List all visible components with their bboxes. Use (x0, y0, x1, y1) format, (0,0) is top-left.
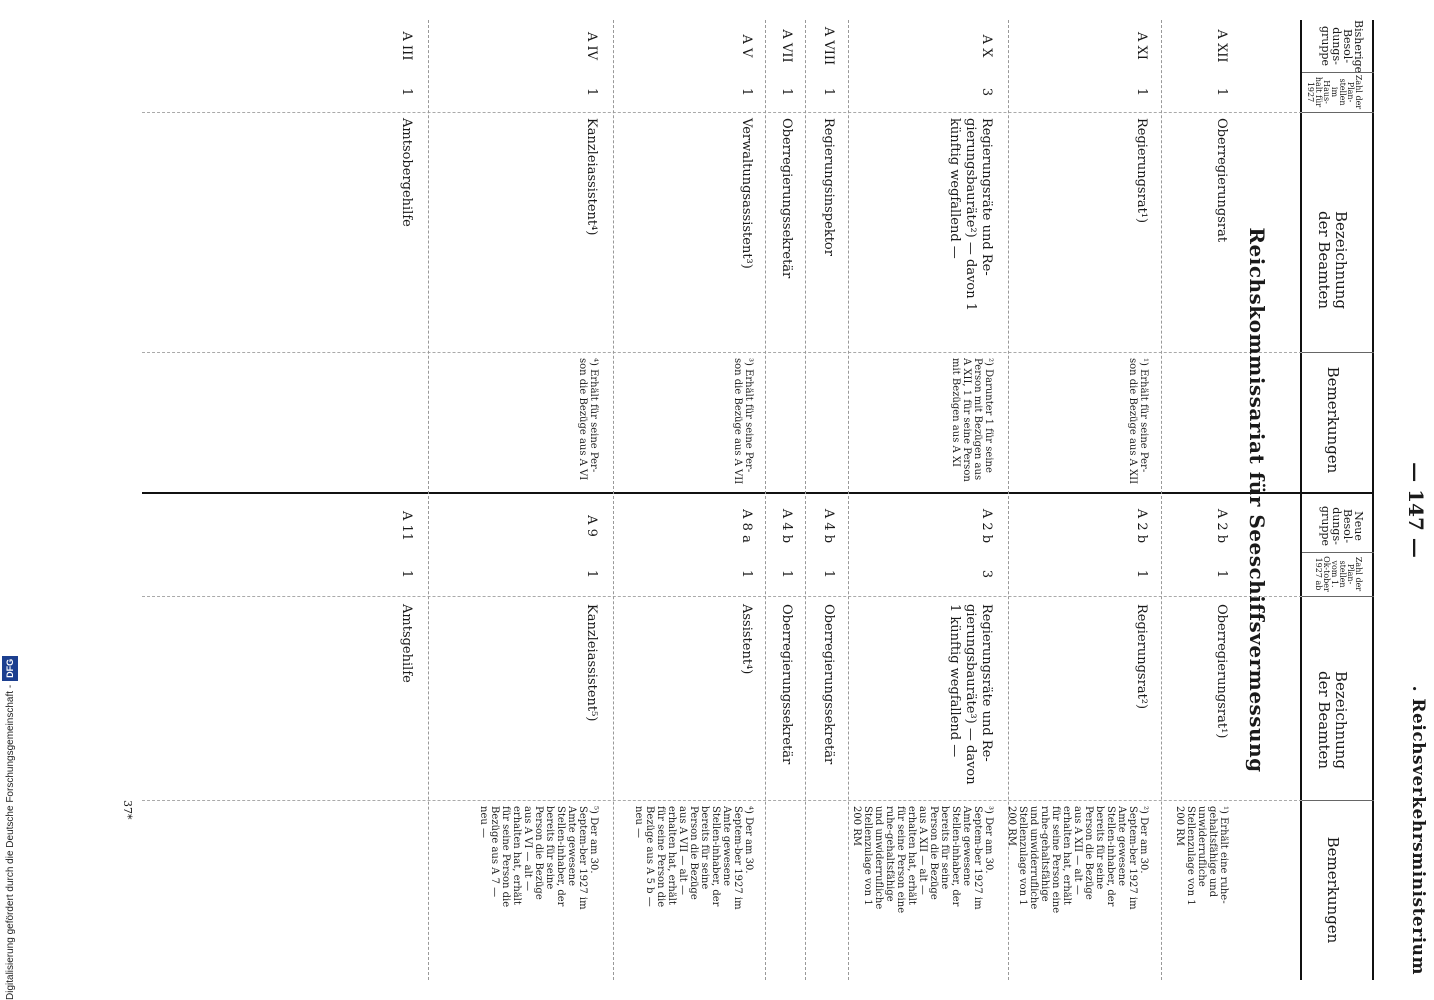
old-group: A XII (1214, 29, 1229, 63)
new-count: 1 (584, 569, 599, 579)
old-group: A V (739, 34, 754, 58)
old-note: ²) Darunter 1 für seine Person mit Bezügen aus A XII, 1 für seine Person mit Bezügen aus A XI (950, 358, 994, 482)
old-note: ⁴) Erhält für seine Per-son die Bezüge aus A VI (577, 358, 599, 481)
new-note: ²) Der am 30. Septem-ber 1927 im Amte gewesene Stellen-inhaber, der bereits für seine Person die Bezüge aus A XII — alt — erhalten hat, erhält für seine Person eine ruhe-gehaltsfähige und unwiderrufliche Stellenzulage von 1 200 RM (1006, 806, 1149, 914)
row-divider (1161, 20, 1162, 980)
row-divider (848, 20, 849, 980)
old-count: 1 (584, 87, 599, 97)
old-note: ³) Erhält für seine Per-son die Bezüge aus A VII (732, 358, 754, 485)
new-group: A 4 b (779, 508, 794, 544)
col-rule (1302, 352, 1374, 353)
row-divider (428, 20, 429, 980)
new-note: ⁴) Der am 30. Septem-ber 1927 im Amte gewesene Stellen-inhaber, der bereits für seine Person die Bezüge aus A VII — alt — erhalten hat, erhält für seine Person die Bezüge aus A 5 b — neu — (633, 806, 754, 910)
new-title: Oberregierungssekretär (821, 604, 836, 765)
col-rule (1302, 72, 1374, 73)
left-header-title: Bezeichnung der Beamten (1315, 210, 1350, 310)
new-note: ³) Der am 30. Septem-ber 1927 im Amte gewesene Stellen-inhaber, der bereits für seine Person die Bezüge aus A XII — alt — erhalten hat, erhält für seine Person eine ruhe-gehaltsfähige und unwiderrufliche Stellenzulage von 1 200 RM (851, 806, 994, 914)
new-count: 1 (779, 569, 794, 579)
new-count: 1 (399, 569, 414, 579)
new-title: Regierungsräte und Re-gierungsbauräte³) — davon 1 künftig wegfallend — (947, 604, 994, 785)
col-rule (1302, 552, 1374, 553)
old-title: Kanzleiassistent⁴) (584, 118, 599, 236)
new-note: ⁵) Der am 30. Septem-ber 1927 im Amte gewesene Stellen-inhaber, der bereits für seine Person die Bezüge aus A VI — alt — erhalten hat, erhält für seine Person die Bezüge aus A 7 — neu — (478, 806, 599, 910)
right-header-remarks: Bemerkungen (1324, 836, 1342, 944)
col-rule-dotted (142, 352, 1302, 353)
row-divider (613, 20, 614, 980)
page-mark: 37* (121, 800, 134, 820)
row-divider (1008, 20, 1009, 980)
row-divider (805, 20, 806, 980)
old-count: 1 (1214, 87, 1229, 97)
old-group: A IV (584, 31, 599, 61)
footer-text (2, 560, 18, 1000)
footer (2, 560, 22, 1000)
old-count: 1 (1134, 87, 1149, 97)
col-rule (1302, 800, 1374, 801)
old-group: A III (399, 31, 414, 61)
new-group: A 8 a (739, 509, 754, 543)
old-title: Oberregierungssekretär (779, 118, 794, 279)
right-header-count: Zahl der Plan-stellen vom 1. Ok-tober 1927 ab (1314, 556, 1363, 592)
old-group: A VIII (821, 26, 836, 66)
new-title: Oberregierungsrat¹) (1214, 604, 1229, 739)
col-rule (1302, 112, 1374, 113)
col-rule-dotted (142, 800, 1302, 801)
new-title: Kanzleiassistent⁵) (584, 604, 599, 722)
new-group: A 4 b (821, 508, 836, 544)
old-title: Regierungsinspektor (821, 118, 836, 256)
col-rule (1302, 596, 1374, 597)
new-group: A 2 b (1134, 508, 1149, 544)
new-count: 1 (1214, 569, 1229, 579)
new-title: Oberregierungssekretär (779, 604, 794, 765)
section-title: Reichskommissariat für Seeschiffsvermessung (1245, 227, 1269, 773)
new-count: 1 (1134, 569, 1149, 579)
page-number: — 147 — (1404, 462, 1428, 558)
row-divider (765, 20, 766, 980)
right-header-group: Neue Besol-dungs-gruppe (1319, 506, 1365, 546)
left-header-count: Zahl der Plan-stellen im Haus-halt für 1927 (1306, 74, 1363, 110)
header-top-rule (1372, 20, 1374, 980)
center-rule-head (1302, 492, 1374, 494)
col-rule-dotted (142, 596, 1302, 597)
old-group: A XI (1134, 32, 1149, 60)
old-title: Regierungsrat¹) (1134, 118, 1149, 224)
new-group: A 2 b (1214, 508, 1229, 544)
old-group: A X (979, 34, 994, 58)
old-title: Regierungsräte und Re-gierungsbauräte²) — davon 1 künftig wegfallend — (947, 118, 994, 312)
old-title: Amtsobergehilfe (399, 118, 414, 227)
col-rule-dotted (142, 112, 1302, 113)
new-group: A 11 (399, 510, 414, 542)
dfg-logo: DFG (2, 656, 18, 681)
center-rule (142, 492, 1302, 494)
new-count: 3 (979, 569, 994, 579)
old-group: A VII (779, 29, 794, 63)
right-header-title: Bezeichnung der Beamten (1315, 670, 1350, 770)
old-count: 1 (779, 87, 794, 97)
left-header-group: Bisherige Besol-dungs-gruppe (1319, 20, 1365, 74)
ministry-title: . Reichsverkehrsministerium (1408, 685, 1428, 975)
footer-credit: Digitalisierung gefördert durch die Deutsche Forschungsgemeinschaft - (5, 684, 16, 1000)
old-note: ¹) Erhält für seine Per-son die Bezüge aus A XII (1127, 358, 1149, 485)
old-title: Oberregierungsrat (1214, 118, 1229, 243)
old-title: Verwaltungsassistent³) (739, 118, 754, 269)
new-title: Regierungsrat²) (1134, 604, 1149, 710)
new-title: Amtsgehilfe (399, 604, 414, 683)
left-header-remarks: Bemerkungen (1324, 366, 1342, 474)
old-count: 1 (739, 87, 754, 97)
old-count: 1 (399, 87, 414, 97)
header-bottom-rule (1300, 20, 1302, 980)
new-note: ¹) Erhält eine ruhe-gehaltsfähige und unwiderrufliche Stellenzulage von 1 200 RM (1174, 806, 1229, 906)
new-title: Assistent⁴) (739, 604, 754, 675)
new-group: A 9 (584, 515, 599, 537)
new-count: 1 (739, 569, 754, 579)
old-count: 3 (979, 87, 994, 97)
new-count: 1 (821, 569, 836, 579)
new-group: A 2 b (979, 508, 994, 544)
old-count: 1 (821, 87, 836, 97)
